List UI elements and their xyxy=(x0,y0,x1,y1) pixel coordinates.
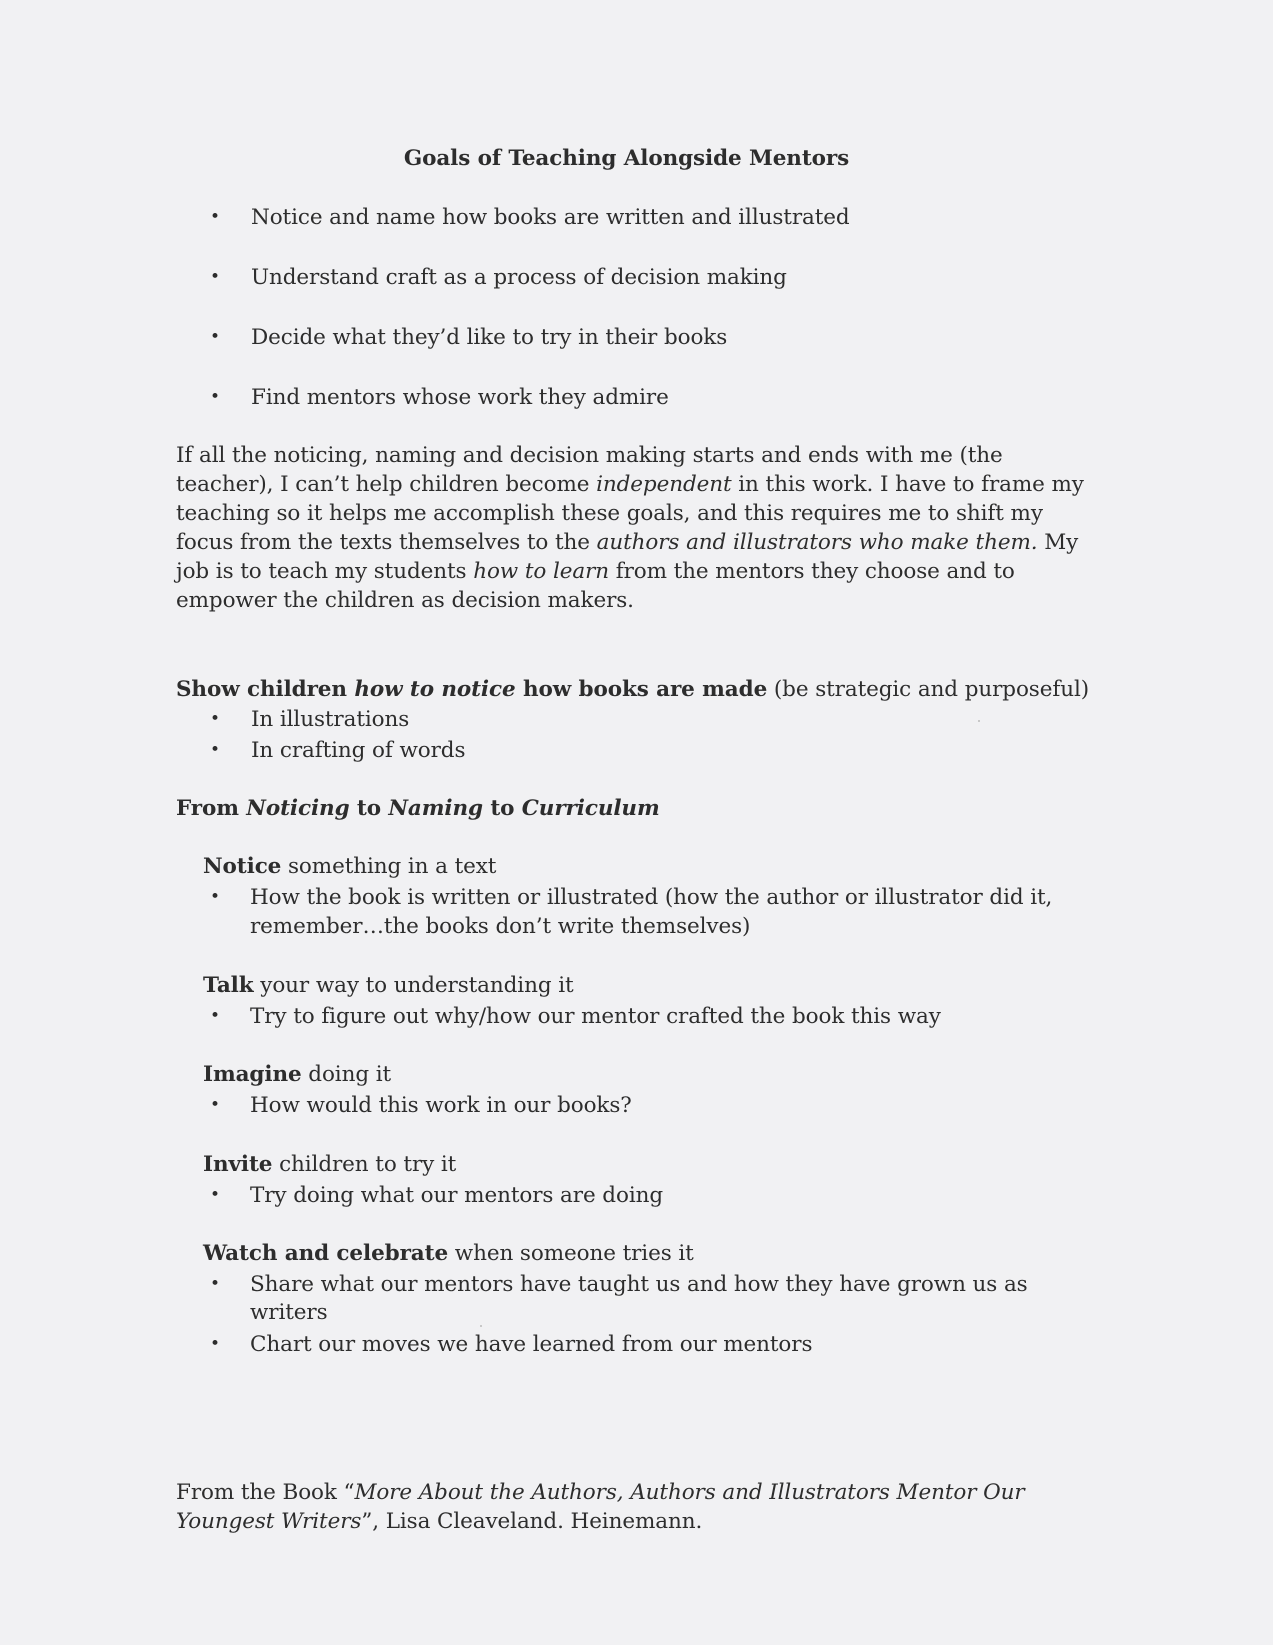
bullet: • xyxy=(210,1334,220,1354)
goal-item: Decide what they’d like to try in their books xyxy=(251,325,728,350)
step-imagine: Imagine doing it xyxy=(203,1062,392,1087)
goal-item: Find mentors whose work they admire xyxy=(251,385,669,410)
goal-item: Understand craft as a process of decision making xyxy=(251,265,787,290)
step-item: How would this work in our books? xyxy=(250,1093,632,1118)
step-item: Try doing what our mentors are doing xyxy=(250,1183,664,1208)
show-heading: Show children how to notice how books are made (be strategic and purposeful) xyxy=(176,677,1090,702)
step-item: Chart our moves we have learned from our mentors xyxy=(250,1332,813,1357)
step-watch: Watch and celebrate when someone tries it xyxy=(203,1241,694,1266)
scan-speck xyxy=(978,720,980,722)
step-item: Try to figure out why/how our mentor crafted the book this way xyxy=(250,1004,941,1029)
paragraph-line: teacher), I can’t help children become independent in this work. I have to frame my xyxy=(176,472,1084,497)
bullet: • xyxy=(210,887,220,907)
bullet: • xyxy=(210,327,220,347)
paragraph-line: empower the children as decision makers. xyxy=(176,588,634,613)
bullet: • xyxy=(210,1095,220,1115)
step-item: remember…the books don’t write themselves) xyxy=(250,914,751,939)
paragraph-line: focus from the texts themselves to the authors and illustrators who make them. My xyxy=(176,530,1079,555)
show-item: In illustrations xyxy=(251,707,410,732)
step-item: writers xyxy=(250,1300,328,1325)
page-title: Goals of Teaching Alongside Mentors xyxy=(403,146,850,171)
step-item: Share what our mentors have taught us and how they have grown us as xyxy=(250,1272,1028,1297)
bullet: • xyxy=(210,1006,220,1026)
bullet: • xyxy=(210,267,220,287)
bullet: • xyxy=(210,1274,220,1294)
citation-line: Youngest Writers”, Lisa Cleaveland. Heinemann. xyxy=(176,1509,703,1534)
step-invite: Invite children to try it xyxy=(203,1152,457,1177)
step-talk: Talk your way to understanding it xyxy=(203,973,574,998)
paragraph-line: job is to teach my students how to learn from the mentors they choose and to xyxy=(176,559,1015,584)
paragraph-line: teaching so it helps me accomplish these goals, and this requires me to shift my xyxy=(176,501,1043,526)
bullet: • xyxy=(210,207,220,227)
bullet: • xyxy=(210,1185,220,1205)
paragraph-line: If all the noticing, naming and decision making starts and ends with me (the xyxy=(176,443,1003,468)
section-heading: From Noticing to Naming to Curriculum xyxy=(176,796,660,821)
bullet: • xyxy=(210,387,220,407)
step-notice: Notice something in a text xyxy=(203,854,497,879)
citation-line: From the Book “More About the Authors, Authors and Illustrators Mentor Our xyxy=(176,1480,1025,1505)
bullet: • xyxy=(210,740,220,760)
show-item: In crafting of words xyxy=(251,738,466,763)
bullet: • xyxy=(210,709,220,729)
scan-speck xyxy=(480,1325,482,1327)
step-item: How the book is written or illustrated (how the author or illustrator did it, xyxy=(250,885,1053,910)
goal-item: Notice and name how books are written and illustrated xyxy=(251,205,850,230)
